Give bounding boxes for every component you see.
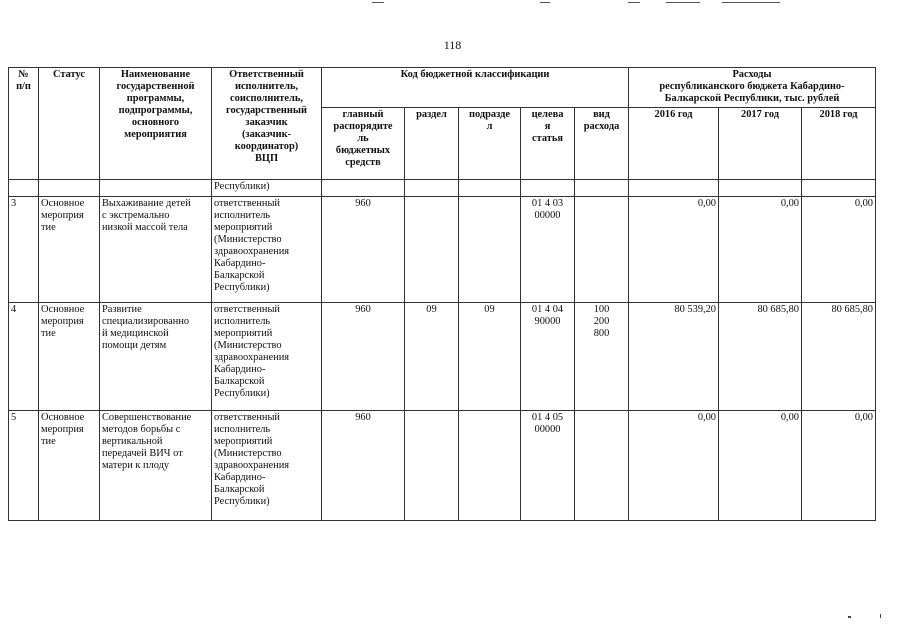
table-row <box>9 197 876 303</box>
row-2016: 0,00 <box>629 197 719 303</box>
row-2016: 0,00 <box>629 411 719 521</box>
page-number: 118 <box>443 38 462 52</box>
row-subsection <box>459 411 521 521</box>
row-target: 01 4 04 90000 <box>521 303 575 411</box>
header-2017: 2017 год <box>719 108 802 180</box>
header-2018: 2018 год <box>802 108 876 180</box>
row-manager: 960 <box>322 197 405 303</box>
row-type <box>575 411 629 521</box>
header-num: № п/п <box>9 68 39 180</box>
header-name: Наименование государственной программы, подпрограммы, основного мероприятия <box>100 68 212 180</box>
row-2017: 0,00 <box>719 197 802 303</box>
row-subsection: 09 <box>459 303 521 411</box>
row-num: 4 <box>9 303 39 411</box>
row-section <box>405 197 459 303</box>
header-2016: 2016 год <box>629 108 719 180</box>
header-responsible-tail: Республики) <box>212 180 322 197</box>
scan-mark <box>722 2 780 3</box>
row-status: Основное мероприя тие <box>39 197 100 303</box>
row-name: Развитие специализированно й медицинской помощи детям <box>100 303 212 411</box>
row-status: Основное мероприя тие <box>39 303 100 411</box>
row-responsible: ответственный исполнитель мероприятий (Министерство здравоохранения Кабардино- Балкарской Республики) <box>212 303 322 411</box>
row-responsible: ответственный исполнитель мероприятий (Министерство здравоохранения Кабардино- Балкарской Республики) <box>212 197 322 303</box>
row-name: Выхаживание детей с экстремально низкой массой тела <box>100 197 212 303</box>
row-num: 5 <box>9 411 39 521</box>
scan-mark <box>628 2 640 3</box>
row-status: Основное мероприя тие <box>39 411 100 521</box>
row-manager: 960 <box>322 303 405 411</box>
budget-table <box>8 67 876 521</box>
header-manager: главный распорядите ль бюджетных средств <box>322 108 405 180</box>
row-responsible: ответственный исполнитель мероприятий (Министерство здравоохранения Кабардино- Балкарской Республики) <box>212 411 322 521</box>
row-num: 3 <box>9 197 39 303</box>
header-type: вид расхода <box>575 108 629 180</box>
row-section: 09 <box>405 303 459 411</box>
header-subsection: подразде л <box>459 108 521 180</box>
header-row-1 <box>9 68 876 108</box>
scan-mark <box>666 2 700 3</box>
row-name: Совершенствование методов борьбы с вертикальной передачей ВИЧ от матери к плоду <box>100 411 212 521</box>
row-subsection <box>459 197 521 303</box>
table-row <box>9 303 876 411</box>
row-2018: 80 685,80 <box>802 303 876 411</box>
scan-mark <box>372 2 384 3</box>
header-section: раздел <box>405 108 459 180</box>
scan-mark <box>540 2 550 3</box>
row-section <box>405 411 459 521</box>
row-2018: 0,00 <box>802 411 876 521</box>
scan-speck <box>880 614 881 618</box>
header-responsible: Ответственный исполнитель, соисполнитель, государственный заказчик (заказчик- координатор) ВЦП <box>212 68 322 180</box>
row-target: 01 4 05 00000 <box>521 411 575 521</box>
row-2016: 80 539,20 <box>629 303 719 411</box>
header-status: Статус <box>39 68 100 180</box>
row-target: 01 4 03 00000 <box>521 197 575 303</box>
row-type: 100 200 800 <box>575 303 629 411</box>
row-manager: 960 <box>322 411 405 521</box>
header-target: целева я статья <box>521 108 575 180</box>
scan-speck <box>848 616 851 618</box>
row-type <box>575 197 629 303</box>
header-row-3 <box>9 180 876 197</box>
header-expense-group: Расходы республиканского бюджета Кабардино- Балкарской Республики, тыс. рублей <box>629 68 876 108</box>
table-row <box>9 411 876 521</box>
row-2017: 0,00 <box>719 411 802 521</box>
row-2017: 80 685,80 <box>719 303 802 411</box>
row-2018: 0,00 <box>802 197 876 303</box>
header-code-group: Код бюджетной классификации <box>322 68 629 108</box>
